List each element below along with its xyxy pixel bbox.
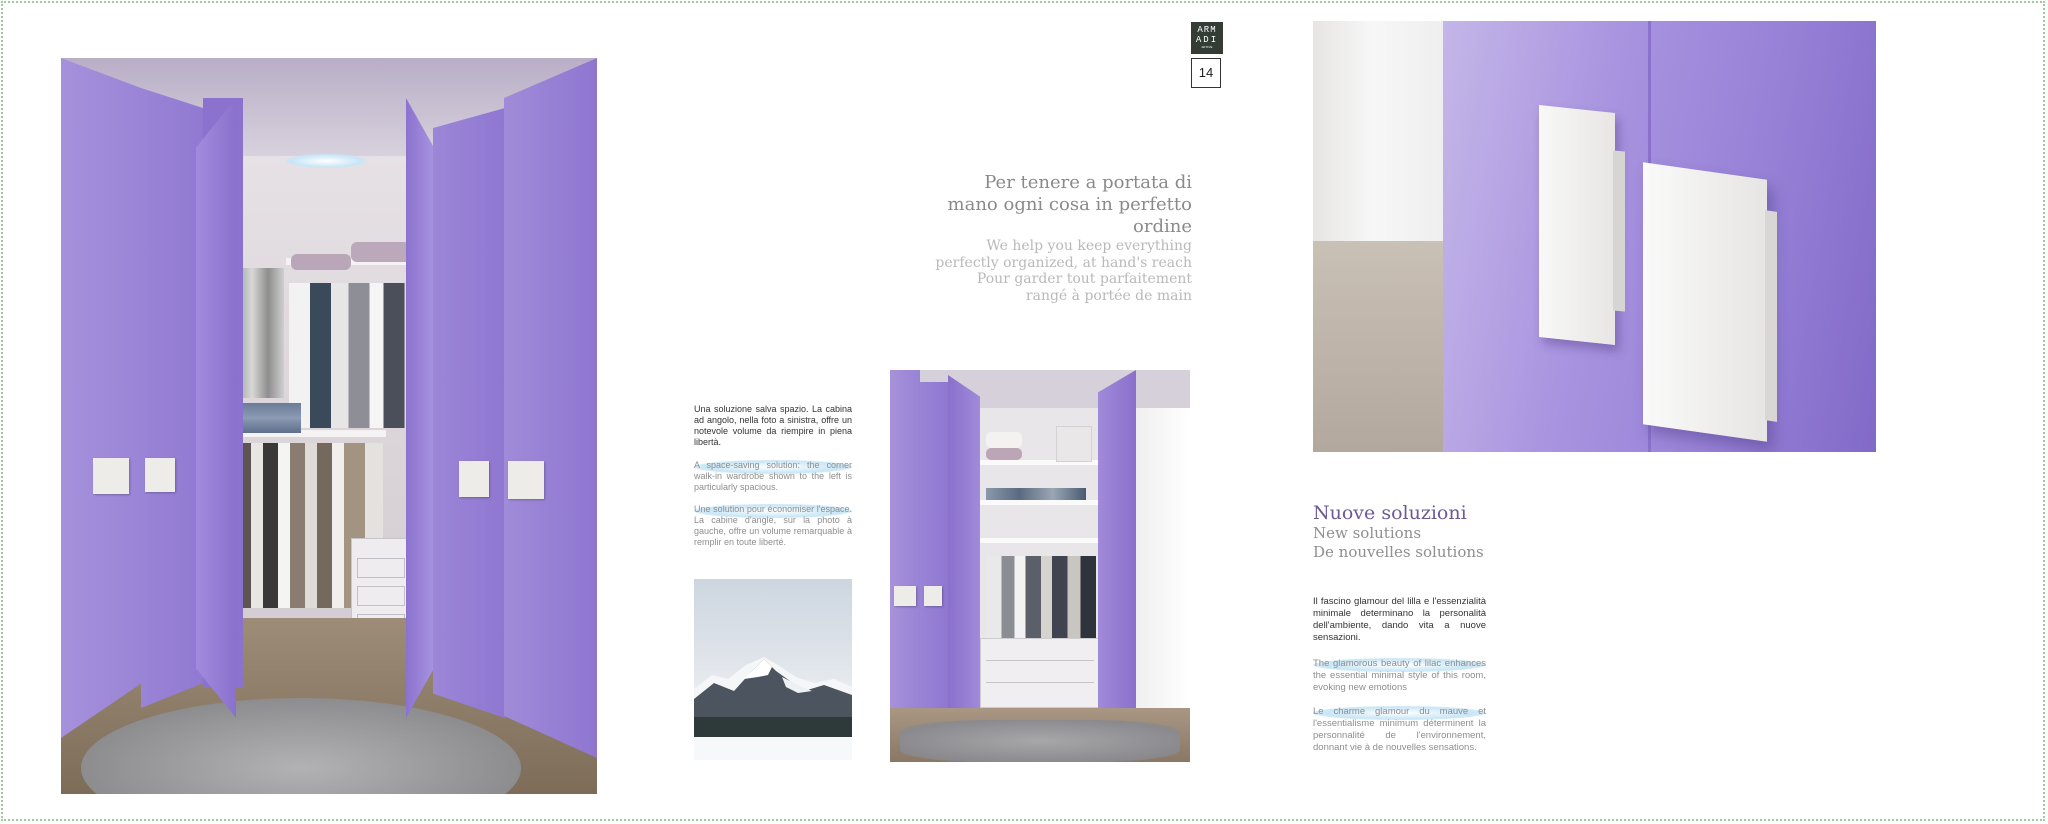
section-text-en: The glamorous beauty of lilac enhances the essential minimal style of this room, evoking new emotions xyxy=(1313,658,1486,693)
headline-en-line-2: perfectly organized, at hand's reach xyxy=(935,254,1192,271)
headline-it-line-3: ordine xyxy=(1133,216,1192,237)
headline-fr-line-1: Pour garder tout parfaitement xyxy=(976,271,1192,287)
section-title-it: Nuove soluzioni xyxy=(1313,502,1467,524)
headline xyxy=(892,172,1192,304)
walkin-text-it: Una soluzione salva spazio. La cabina ad angolo, nella foto a sinistra, offre un notevole volume da riempire in piena libertà. xyxy=(694,404,852,447)
handles-detail-photo xyxy=(1313,21,1876,452)
headline-it-line-2: mano ogni cosa in perfetto xyxy=(947,194,1192,215)
page-number: 14 xyxy=(1191,58,1221,88)
headline-en-line-1: We help you keep everything xyxy=(986,238,1192,254)
headline-fr-line-2: rangé à portée de main xyxy=(1025,287,1192,304)
walkin-text-fr: Une solution pour économiser l'espace. La cabine d'angle, sur la photo à gauche, offre un volume remarquable à remplir en toute liberté. xyxy=(694,504,852,547)
section-title-en: New solutions xyxy=(1313,524,1422,542)
section-text-it: Il fascino glamour del lilla e l'essenzialità minimale determinano la personalità dell'ambiente, dando vita a nuove sensazioni. xyxy=(1313,596,1486,643)
small-wardrobe-photo xyxy=(890,370,1190,762)
brand-line-2: ADI xyxy=(1195,35,1219,45)
headline-it-line-1: Per tenere a portata di xyxy=(984,172,1192,193)
section-title xyxy=(1313,502,1484,562)
brand-line-1: ARM xyxy=(1197,25,1217,35)
brand-logo xyxy=(1191,22,1223,54)
walk-in-wardrobe-photo xyxy=(61,58,597,794)
section-title-fr: De nouvelles solutions xyxy=(1313,543,1484,561)
walkin-text-en: A space-saving solution: the corner walk-in wardrobe shown to the left is particularly spacious. xyxy=(694,460,852,492)
brand-line-3: NATIVE xyxy=(1201,46,1213,49)
section-text-fr: Le charme glamour du mauve et l'essentialisme minimum déterminent la personnalité de l'environnement, donnant vie à de nouvelles sensations. xyxy=(1313,706,1486,753)
mountain-photo xyxy=(694,579,852,760)
